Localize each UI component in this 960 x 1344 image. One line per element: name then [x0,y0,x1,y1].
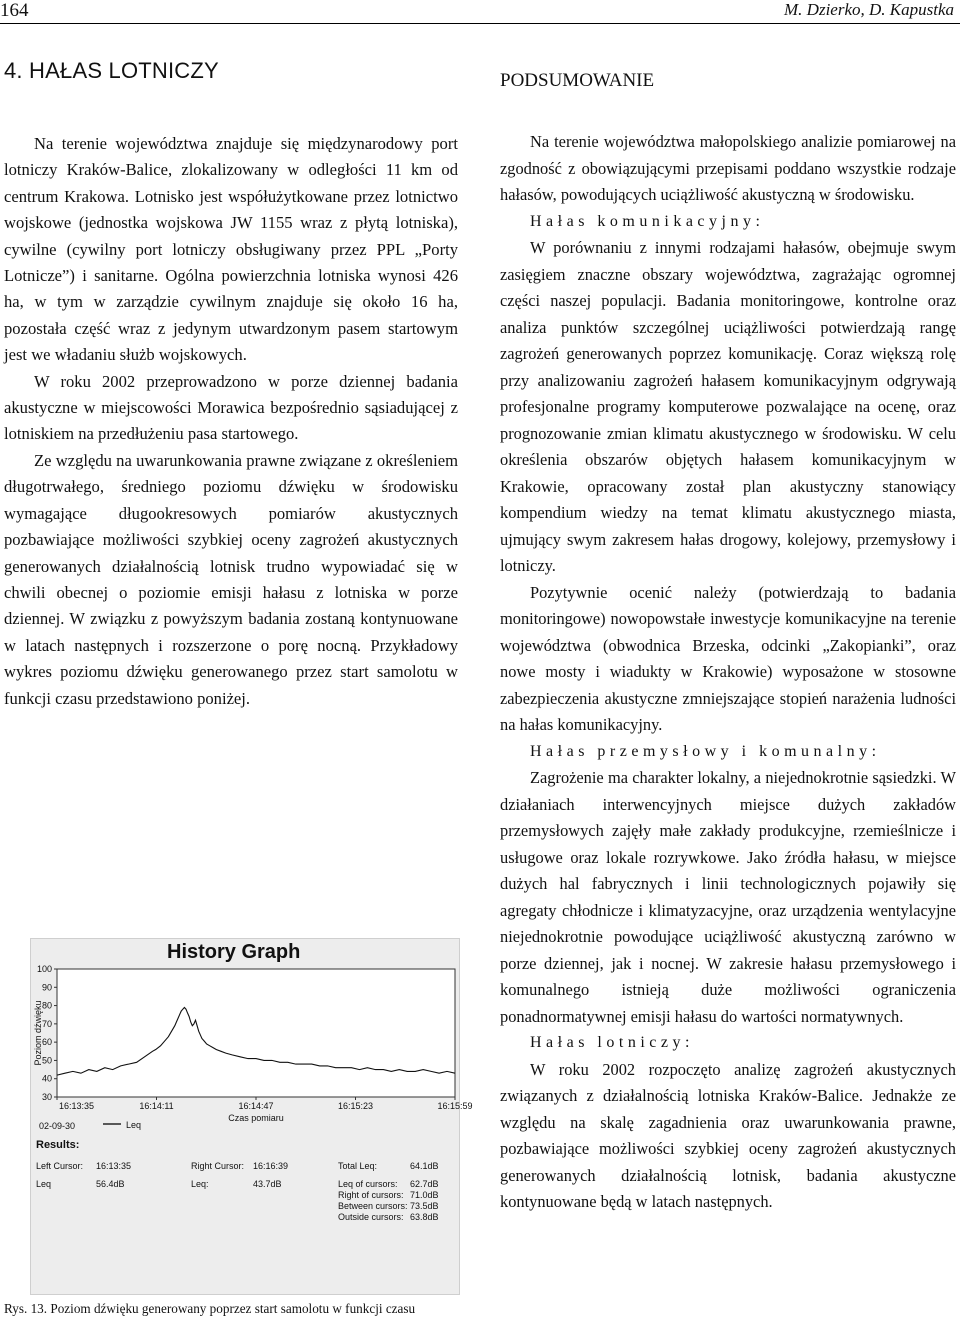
paragraph-morawica: W roku 2002 przeprowadzono w porze dziennej badania akustyczne w miejscowości Morawica bezpośrednio sąsiadującej z lotniskiem na przedłużeniu pasa startowego. [4,371,458,444]
result-leq-cursors-value: 62.7dB [410,1179,439,1189]
result-between-cursors-label: Between cursors: [338,1201,408,1211]
paragraph-traffic-1: W porównaniu z innymi rodzajami hałasów, obejmuje swym zasięgiem znaczne obszary województwa, zagrażając ogromnej części naszej populacji. Badania monitoringowe, kontrolne oraz analiza punktów szczególnej uciążliwości potwierdzają rangę zagrożeń generowanych poprzez komunikację. Coraz większą rolę przy analizowaniu zagrożeń hałasem komunikacyjnym odgrywają profesjonalne programy komputerowe pozwalające na ocenę, oraz prognozowanie zmian klimatu akustycznego w środowisku. W celu określenia obszarów objętych hałasem komunikacyjnym w Krakowie, opracowany został plan akustyczny stanowiący kompendium wiedzy na temat klimatu akustycznego miasta, ujmujący swym zakresem hałas drogowy, kolejowy, przemysłowy i lotniczy. [500,238,956,575]
page-header [0,0,960,24]
results-title: Results: [36,1139,80,1151]
y-tick-label: 100 [36,964,52,974]
result-leq-cursors-label: Leq of cursors: [338,1179,398,1189]
result-total-leq-value: 64.1dB [410,1161,439,1171]
result-leq2-value: 43.7dB [253,1179,282,1189]
legend-label: Leq [126,1120,142,1130]
paragraph-traffic-2: Pozytywnie ocenić należy (potwierdzają to badania monitoringowe) nowopowstałe inwestycje komunikacyjne na terenie województwa (obwodnica Brzeska, odcinki „Zakopianki”, oraz nowe mosty i wiadukty w Krakowie) wyposażone w stosowne zabezpieczenia akustyczne zmniejszające stopień narażenia ludności na hałas komunikacyjny. [500,582,956,734]
result-leq2-label: Leq: [191,1179,209,1189]
figure-title: History Graph [167,941,301,963]
result-right-cursor-value: 16:16:39 [253,1161,289,1171]
header-rule [0,23,960,24]
paragraph-legal: Ze względu na uwarunkowania prawne związane z określeniem długotrwałego, średniego poziomu dźwięku w środowisku wymagające długookresowych pomiarów akustycznych pozbawiające możliwości szybkiej oceny zagrożeń akustycznych generowanych działalnością lotnisk trudno wypowiadać się w chwili obecnej o poziomie emisji hałasu z lotniska w porze dziennej. W związku z powyższym badania zostaną kontynuowane w latach następnych i rozszerzone o porę nocną. Przykładowy wykres poziomu dźwięku generowanego przez start samolotu w funkcji czasu przedstawiono poniżej. [4,450,458,708]
result-right-cursor-label: Right Cursor: [191,1161,245,1171]
y-tick-label: 70 [41,1018,52,1029]
results-panel [36,1139,454,1289]
running-authors: M. Dzierko, D. Kapustka [784,0,954,19]
result-right-of-cursors-label: Right of cursors: [338,1190,404,1200]
section-title-summary: PODSUMOWANIE [500,70,655,91]
section-title-aircraft-noise: 4. HAŁAS LOTNICZY [4,58,219,83]
y-tick-label: 50 [41,1055,52,1066]
x-axis-label: Czas pomiaru [228,1113,284,1123]
figure-caption: Rys. 13. Poziom dźwięku generowany poprzez start samolotu w funkcji czasu [4,1301,416,1316]
result-left-cursor-label: Left Cursor: [36,1161,84,1171]
history-graph-figure [30,938,473,1295]
x-tick-label: 16:13:35 [59,1101,95,1111]
x-tick-label: 16:15:59 [437,1101,473,1111]
x-tick-label: 16:14:47 [238,1101,274,1111]
paragraph-summary-intro: Na terenie województwa małopolskiego analizie pomiarowej na zgodność z obowiązującymi przepisami poddano wszystkie rodzaje hałasów, powodujących uciążliwość akustyczną w środowisku. [500,132,956,204]
subheading-traffic-noise: Hałas komunikacyjny: [530,212,765,230]
y-tick-label: 80 [41,1000,52,1011]
plot-axes [33,964,473,1131]
x-tick-label: 16:14:11 [139,1101,174,1111]
page-number: 164 [0,0,29,21]
result-outside-cursors-label: Outside cursors: [338,1212,404,1222]
left-body [4,131,458,712]
subheading-aircraft-noise: Hałas lotniczy: [530,1034,694,1051]
subheading-industrial-noise: Hałas przemysłowy i komunalny: [530,742,881,760]
measurement-date: 02-09-30 [39,1121,76,1131]
y-tick-label: 40 [41,1073,52,1084]
result-between-cursors-value: 73.5dB [410,1201,439,1211]
paragraph-aircraft: W roku 2002 rozpoczęto analizę zagrożeń akustycznych związanych z działalnością lotniska Kraków-Balice. Jednakże ze względu na skalę zagadnienia oraz uwarunkowania prawne, pozbawiające możliwości szybkiej oceny zagrożeń akustycznych generowanych działalnością lotnisk, badania akustyczne kontynuowane będą w latach następnych. [500,1059,956,1211]
paragraph-industrial: Zagrożenie ma charakter lokalny, a niejednokrotnie sąsiedzki. W działaniach interwencyjnych miejsce dużych zakładów przemysłowych zajęły małe zakłady produkcyjne, rzemieślnicze i usługowe oraz lokale rozrywkowe. Jako źródła hałasu, w miejsce dużych hal fabrycznych i linii technologicznych pojawiły się agregaty chłodnicze i klimatyzacyjne, oraz urządzenia wentylacyjne niejednokrotnie powodujące uciążliwość akustyczną zarówno w porze dziennej, jak i nocnej. W zakresie hałasu przemysłowego i komunalnego istnieją duże możliwości ograniczenia ponadnormatywnej emisji hałasu do wartości normatywnych. [500,768,956,1026]
result-leq-value: 56.4dB [96,1179,125,1189]
result-total-leq-label: Total Leq: [338,1161,378,1171]
y-tick-label: 60 [41,1037,52,1048]
y-tick-label: 90 [41,982,52,993]
result-outside-cursors-value: 63.8dB [410,1212,439,1222]
result-leq-label: Leq [36,1179,52,1189]
result-right-of-cursors-value: 71.0dB [410,1190,439,1200]
plot-area [57,969,455,1097]
paragraph-airport: Na terenie województwa znajduje się międzynarodowy port lotniczy Kraków-Balice, zlokalizowany w odległości 11 km od centrum Krakowa. Lotnisko jest współużytkowane przez lotnictwo wojskowe (jednostka wojskowa JW 1155 wraz z płytą lotniska), cywilne (cywilny port lotniczy obsługiwany przez PPL „Porty Lotnicze”) i sanitarne. Ogólna powierzchnia lotniska wynosi 426 ha, w tym w zarządzie cywilnym znajduje się około 16 ha, pozostała część wraz z jedynym utwardzonym pasem startowym jest we władaniu służb wojskowych. [4,134,458,365]
result-left-cursor-value: 16:13:35 [96,1161,132,1171]
history-graph-plot [31,939,473,1139]
x-tick-label: 16:15:23 [337,1101,374,1111]
right-body [500,129,956,1216]
y-axis-label: Poziom dźwięku [33,1000,43,1066]
y-tick-label: 30 [41,1092,52,1102]
